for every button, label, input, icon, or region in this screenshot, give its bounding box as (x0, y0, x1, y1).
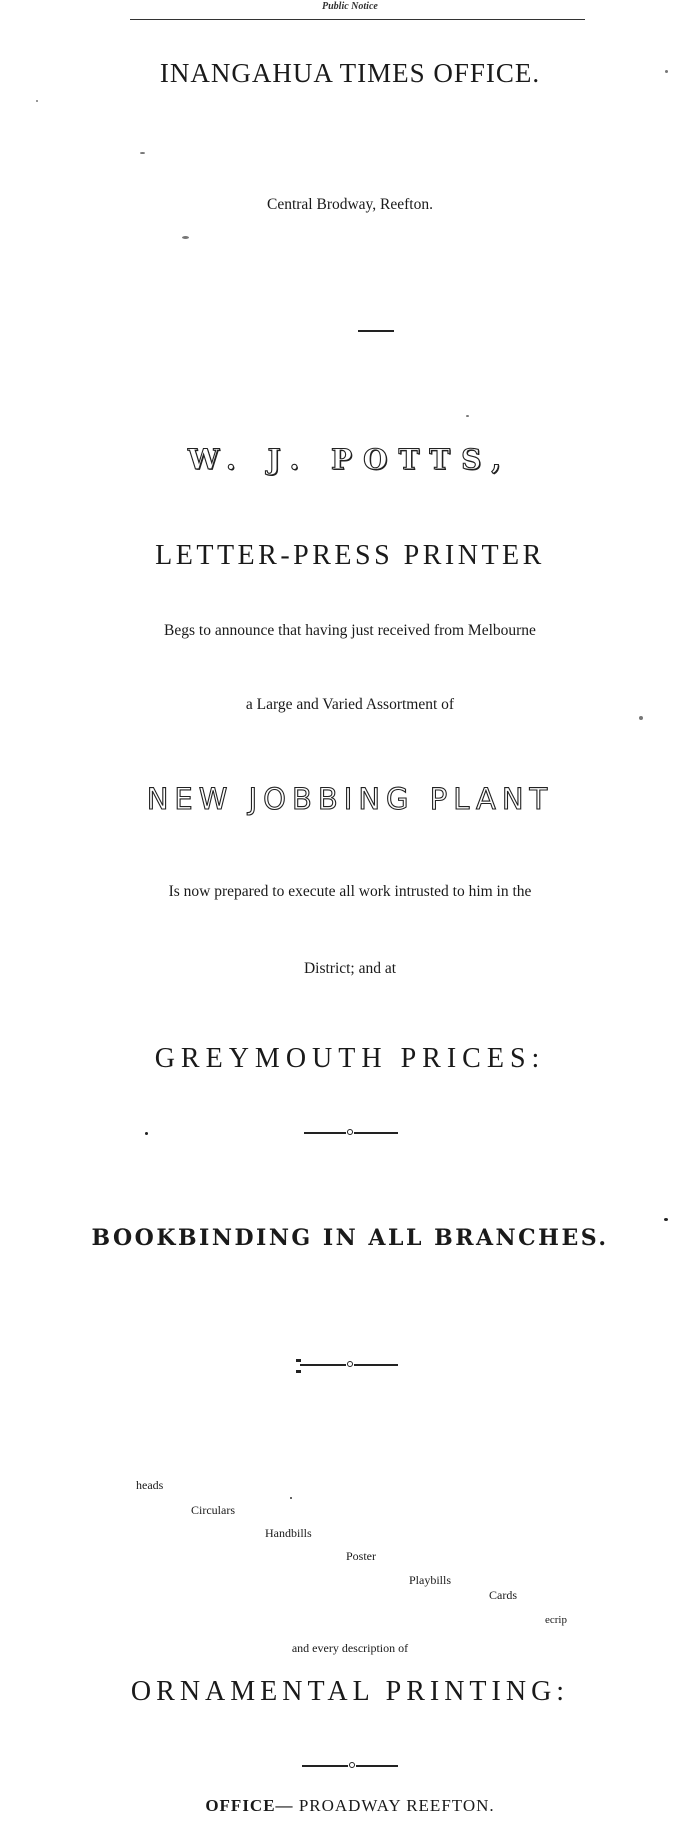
proprietor-name: W. J. POTTS, (187, 443, 513, 476)
ornament-divider (349, 1762, 355, 1768)
print-speck (466, 415, 469, 417)
footer-office-label: OFFICE— (205, 1796, 294, 1815)
print-speck (140, 152, 145, 154)
ornamental-heading: ORNAMENTAL PRINTING: (130, 1676, 570, 1707)
ornament-divider (354, 1364, 398, 1366)
announcement-line: Is now prepared to execute all work intrusted to him in the (168, 883, 532, 900)
footer-location: PROADWAY REEFTON. (298, 1796, 495, 1815)
trade-heading: LETTER-PRESS PRINTER (155, 540, 545, 571)
section-divider (358, 330, 394, 332)
ornament-divider (354, 1132, 398, 1134)
service-item: Handbills (265, 1526, 312, 1540)
print-speck (182, 236, 189, 239)
service-item: Poster (346, 1549, 376, 1563)
print-speck (665, 70, 668, 73)
ornament-divider (296, 1359, 301, 1362)
office-title: INANGAHUA TIMES OFFICE. (159, 58, 541, 88)
print-speck (145, 1132, 148, 1135)
section-header: Public Notice (322, 1, 378, 12)
print-speck (36, 100, 38, 102)
service-item: heads (136, 1478, 164, 1492)
ornament-divider (347, 1361, 353, 1367)
service-item: ecrip (545, 1614, 567, 1626)
ornament-divider (356, 1765, 398, 1767)
bookbinding-heading: BOOKBINDING IN ALL BRANCHES. (91, 1225, 609, 1251)
ornament-divider (300, 1364, 346, 1366)
print-speck (639, 716, 643, 720)
service-item: Playbills (409, 1573, 452, 1587)
ornament-divider (302, 1765, 348, 1767)
footer-line (0, 1796, 700, 1816)
announcement-line: a Large and Varied Assortment of (245, 696, 455, 713)
service-item: Circulars (191, 1503, 235, 1517)
print-speck (290, 1497, 292, 1499)
prices-heading: GREYMOUTH PRICES: (154, 1043, 546, 1074)
announcement-line: Begs to announce that having just received from Melbourne (164, 622, 536, 639)
header-rule (130, 19, 585, 20)
description-line: and every description of (291, 1641, 409, 1655)
ornament-divider (347, 1129, 353, 1135)
plant-heading: NEW JOBBING PLANT (146, 782, 554, 816)
ornament-divider (304, 1132, 346, 1134)
service-item: Cards (489, 1588, 517, 1602)
print-speck (664, 1218, 668, 1221)
ornament-divider (296, 1370, 301, 1373)
office-address: Central Brodway, Reefton. (266, 196, 433, 213)
announcement-line: District; and at (303, 960, 397, 977)
